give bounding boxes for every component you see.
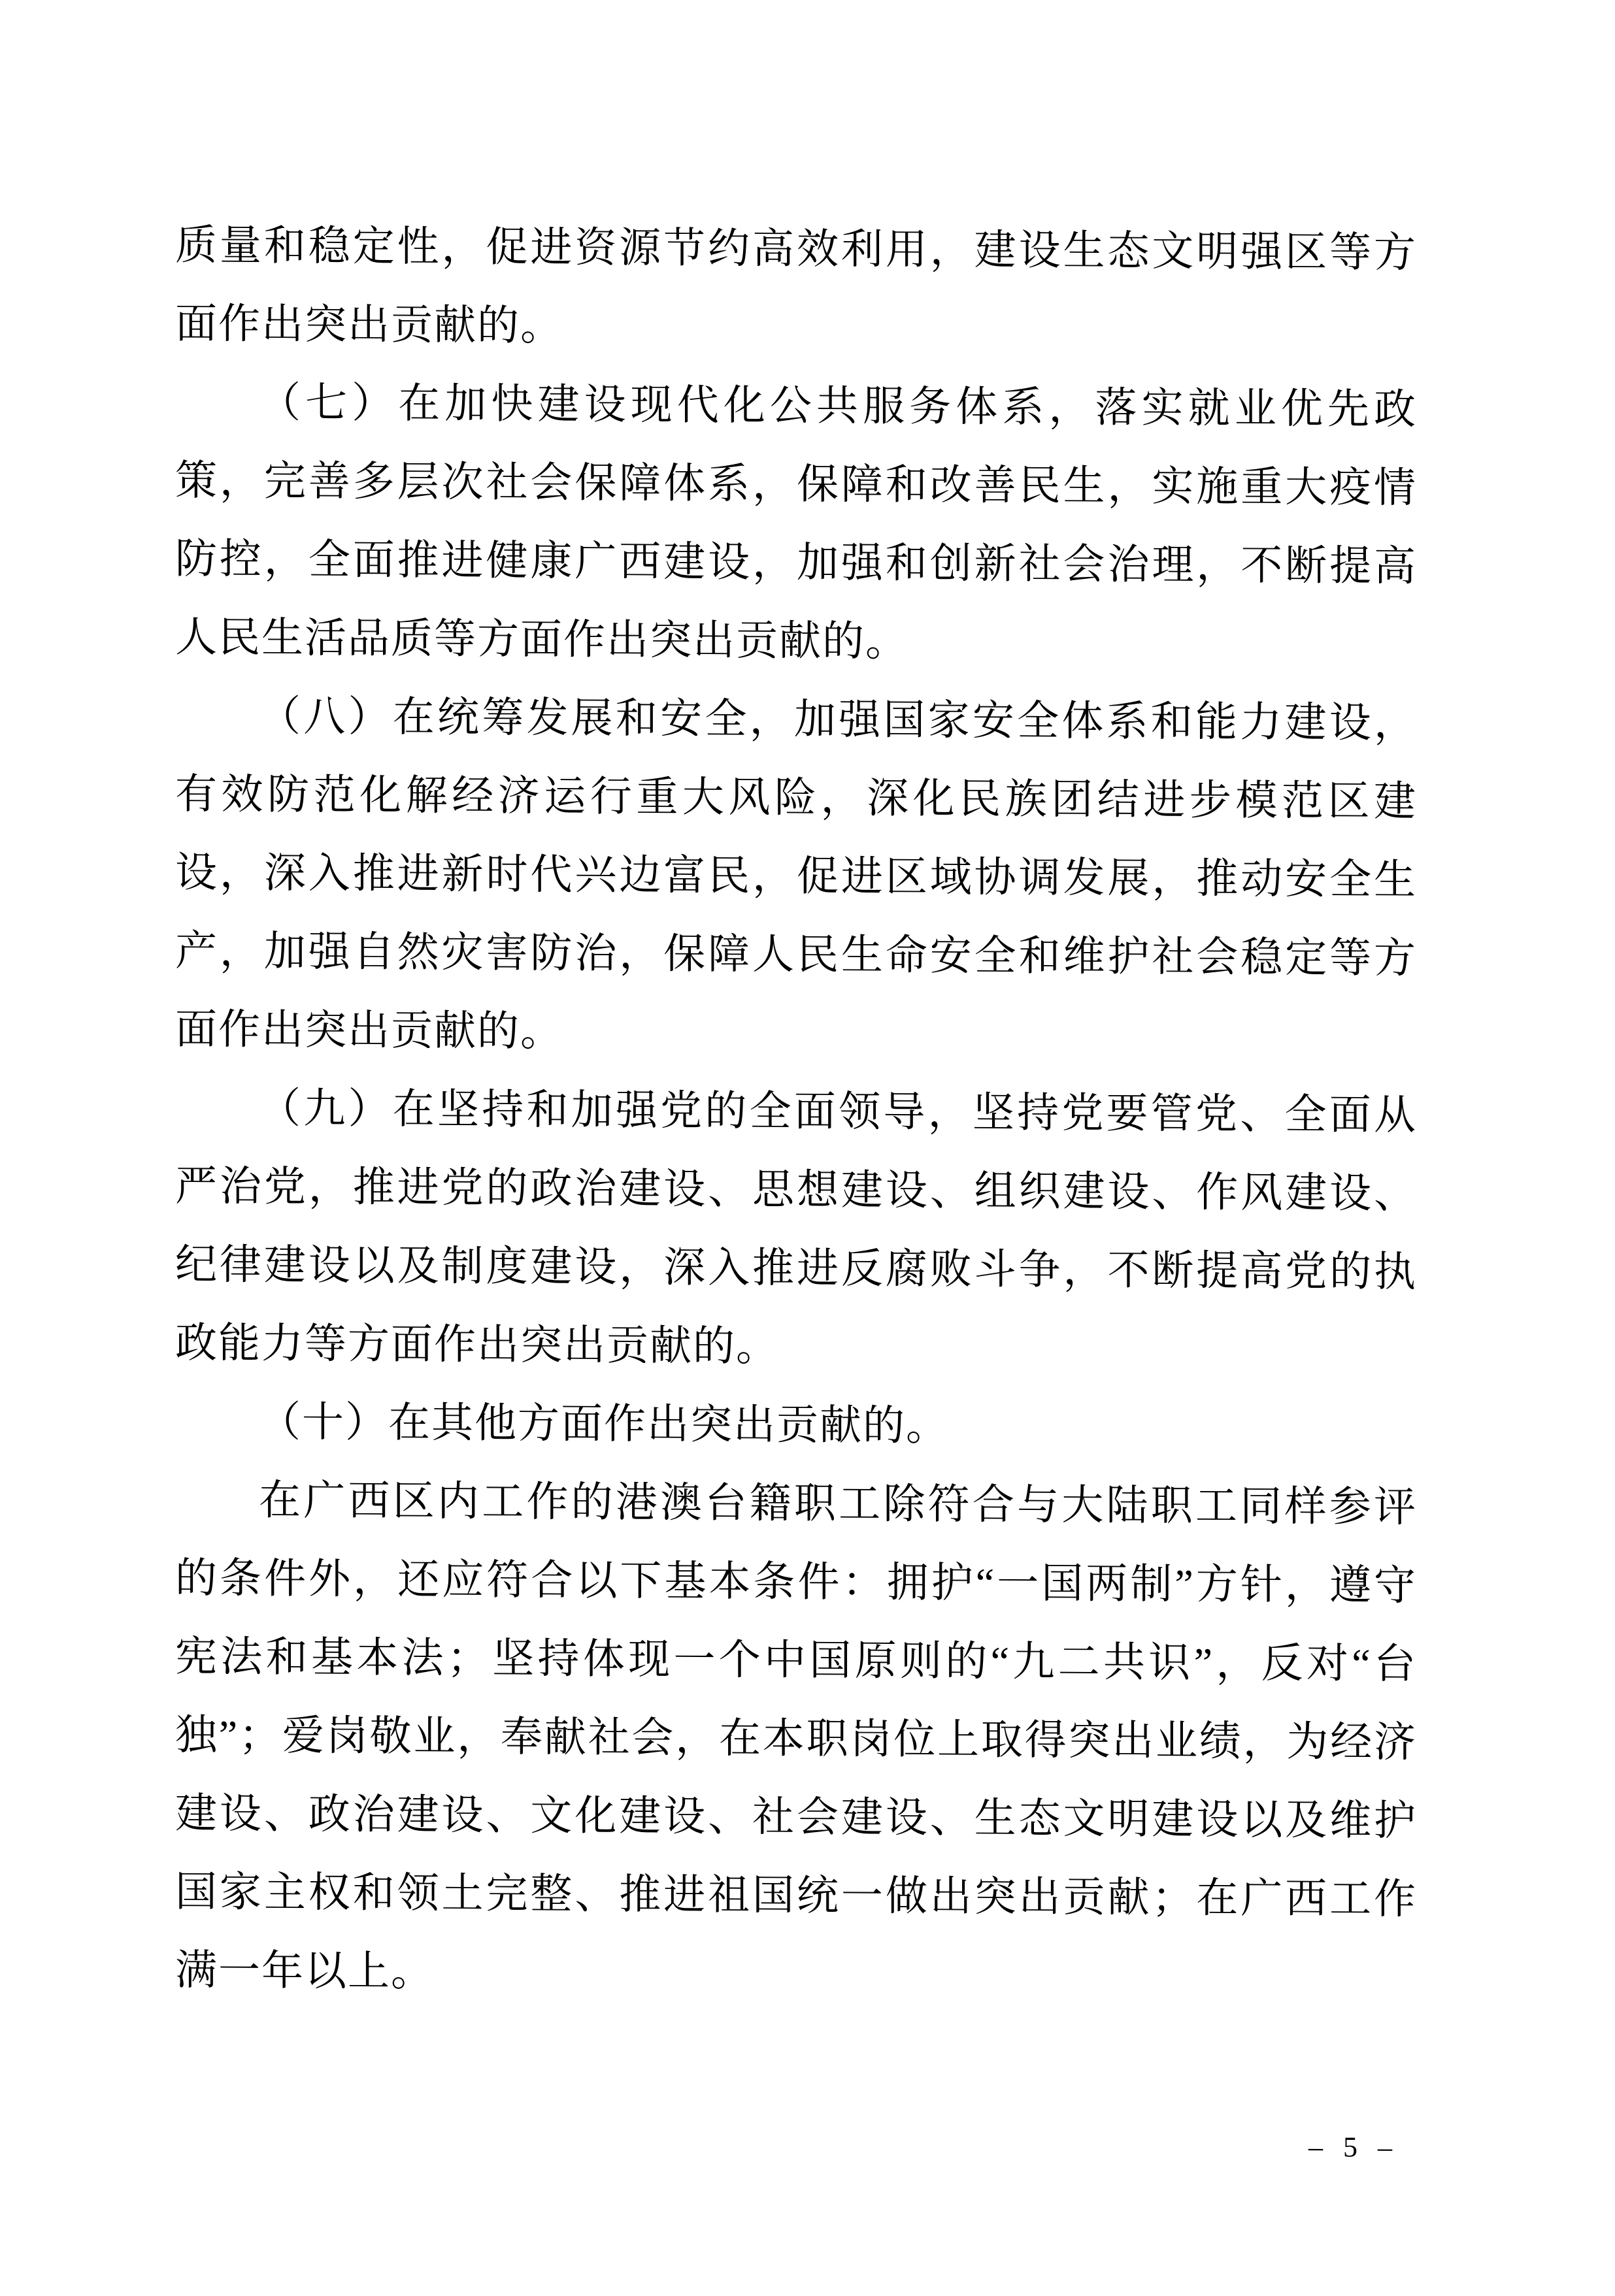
- page-number: – 5 –: [1308, 2131, 1399, 2164]
- paragraph-clause-6-continuation: 质量和稳定性，促进资源节约高效利用，建设生态文明强区等方面作出突出贡献的。: [175, 221, 1417, 350]
- document-text-block: [175, 206, 1417, 2018]
- paragraph-clause-7: （七）在加快建设现代化公共服务体系，落实就业优先政策，完善多层次社会保障体系，保障和改善民生，实施重大疫情防控，全面推进健康广西建设，加强和创新社会治理，不断提高人民生活品质等方面作出突出贡献的。: [175, 379, 1417, 665]
- paragraph-hmt-workers-conditions: 在广西区内工作的港澳台籍职工除符合与大陆职工同样参评的条件外，还应符合以下基本条件：拥护“一国两制”方针，遵守宪法和基本法；坚持体现一个中国原则的“九二共识”，反对“台独”；爱岗敬业，奉献社会，在本职岗位上取得突出业绩，为经济建设、政治建设、文化建设、社会建设、生态文明建设以及维护国家主权和领土完整、推进祖国统一做出突出贡献；在广西工作满一年以上。: [175, 1477, 1417, 1995]
- paragraph-clause-10: （十）在其他方面作出突出贡献的。: [259, 1398, 949, 1449]
- paragraph-clause-9: （九）在坚持和加强党的全面领导，坚持党要管党、全面从严治党，推进党的政治建设、思想建设、组织建设、作风建设、纪律建设以及制度建设，深入推进反腐败斗争，不断提高党的执政能力等方面作出突出贡献的。: [175, 1085, 1417, 1370]
- paragraph-clause-8: （八）在统筹发展和安全，加强国家安全体系和能力建设，有效防范化解经济运行重大风险，深化民族团结进步模范区建设，深入推进新时代兴边富民，促进区域协调发展，推动安全生产，加强自然灾害防治，保障人民生命安全和维护社会稳定等方面作出突出贡献的。: [175, 693, 1417, 1055]
